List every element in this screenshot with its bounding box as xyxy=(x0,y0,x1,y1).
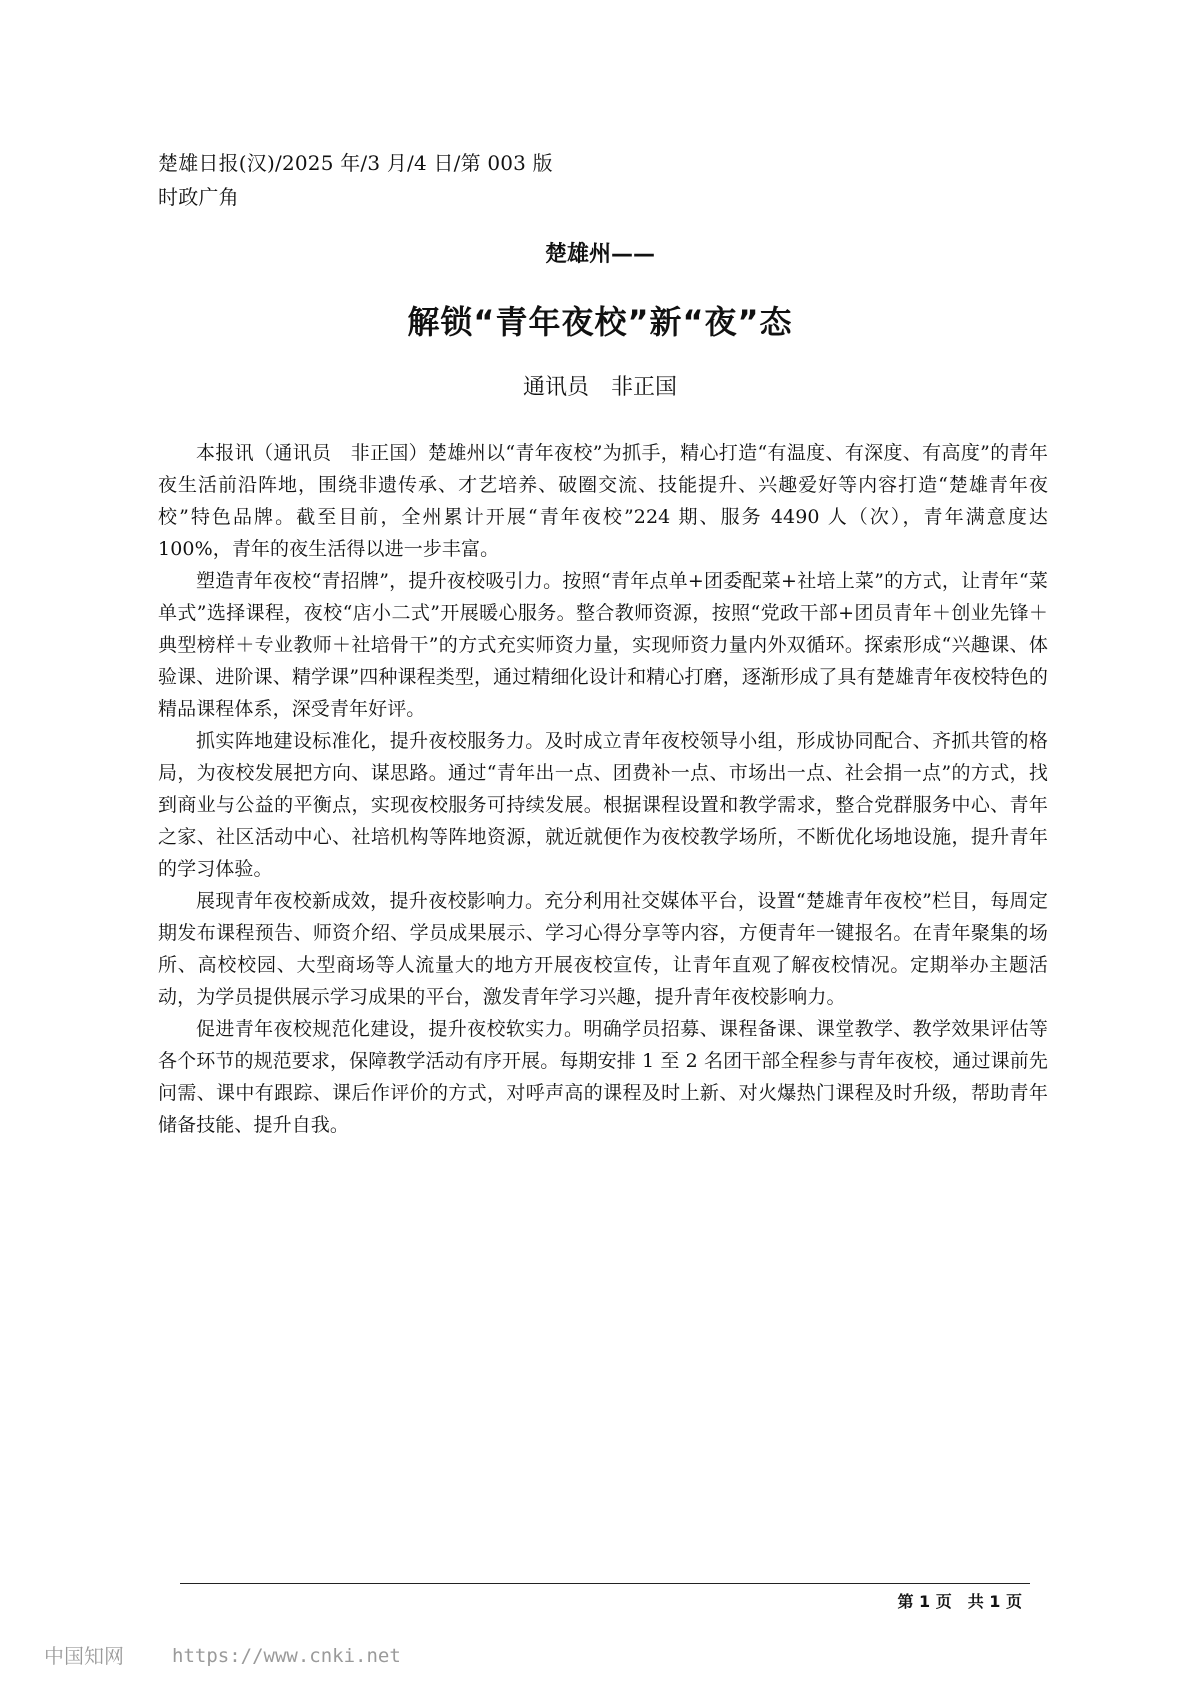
article-title: 解锁“青年夜校”新“夜”态 xyxy=(407,303,793,341)
source-citation: 楚雄日报(汉)/2025 年/3 月/4 日/第 003 版 xyxy=(158,151,553,175)
article-paragraph: 展现青年夜校新成效，提升夜校影响力。充分利用社交媒体平台，设置“楚雄青年夜校”栏目，每周定期发布课程预告、师资介绍、学员成果展示、学习心得分享等内容，方便青年一键报名。在青年聚集的场所、高校校园、大型商场等人流量大的地方开展夜校宣传，让青年直观了解夜校情况。定期举办主题活动，为学员提供展示学习成果的平台，激发青年学习兴趣，提升青年夜校影响力。 xyxy=(158,890,1048,1008)
section-name: 时政广角 xyxy=(158,185,239,209)
cnki-watermark-url: https://www.cnki.net xyxy=(172,1645,401,1667)
article-byline: 通讯员 非正国 xyxy=(522,375,677,400)
article-body xyxy=(158,437,1048,1141)
footer-divider xyxy=(180,1583,1030,1584)
cnki-watermark-name: 中国知网 xyxy=(44,1644,124,1668)
article-paragraph: 促进青年夜校规范化建设，提升夜校软实力。明确学员招募、课程备课、课堂教学、教学效果评估等各个环节的规范要求，保障教学活动有序开展。每期安排 1 至 2 名团干部全程参与青年夜校，通过课前先问需、课中有跟踪、课后作评价的方式，对呼声高的课程及时上新、对火爆热门课程及时升级，帮助青年储备技能、提升自我。 xyxy=(158,1018,1048,1136)
article-kicker: 楚雄州—— xyxy=(544,242,655,267)
document-header xyxy=(158,146,553,214)
article-paragraph: 塑造青年夜校“青招牌”，提升夜校吸引力。按照“青年点单+团委配菜+社培上菜”的方式，让青年“菜单式”选择课程，夜校“店小二式”开展暖心服务。整合教师资源，按照“党政干部+团员青年＋创业先锋＋典型榜样＋专业教师＋社培骨干”的方式充实师资力量，实现师资力量内外双循环。探索形成“兴趣课、体验课、进阶课、精学课”四种课程类型，通过精细化设计和精心打磨，逐渐形成了具有楚雄青年夜校特色的精品课程体系，深受青年好评。 xyxy=(158,570,1048,720)
article-paragraph: 抓实阵地建设标准化，提升夜校服务力。及时成立青年夜校领导小组，形成协同配合、齐抓共管的格局，为夜校发展把方向、谋思路。通过“青年出一点、团费补一点、市场出一点、社会捐一点”的方式，找到商业与公益的平衡点，实现夜校服务可持续发展。根据课程设置和教学需求，整合党群服务中心、青年之家、社区活动中心、社培机构等阵地资源，就近就便作为夜校教学场所，不断优化场地设施，提升青年的学习体验。 xyxy=(158,730,1048,880)
article-paragraph: 本报讯（通讯员 非正国）楚雄州以“青年夜校”为抓手，精心打造“有温度、有深度、有高度”的青年夜生活前沿阵地，围绕非遗传承、才艺培养、破圈交流、技能提升、兴趣爱好等内容打造“楚雄青年夜校”特色品牌。截至目前，全州累计开展“青年夜校”224 期、服务 4490 人（次），青年满意度达 100%，青年的夜生活得以进一步丰富。 xyxy=(158,442,1048,560)
page-number: 第 1 页 共 1 页 xyxy=(897,1592,1022,1611)
